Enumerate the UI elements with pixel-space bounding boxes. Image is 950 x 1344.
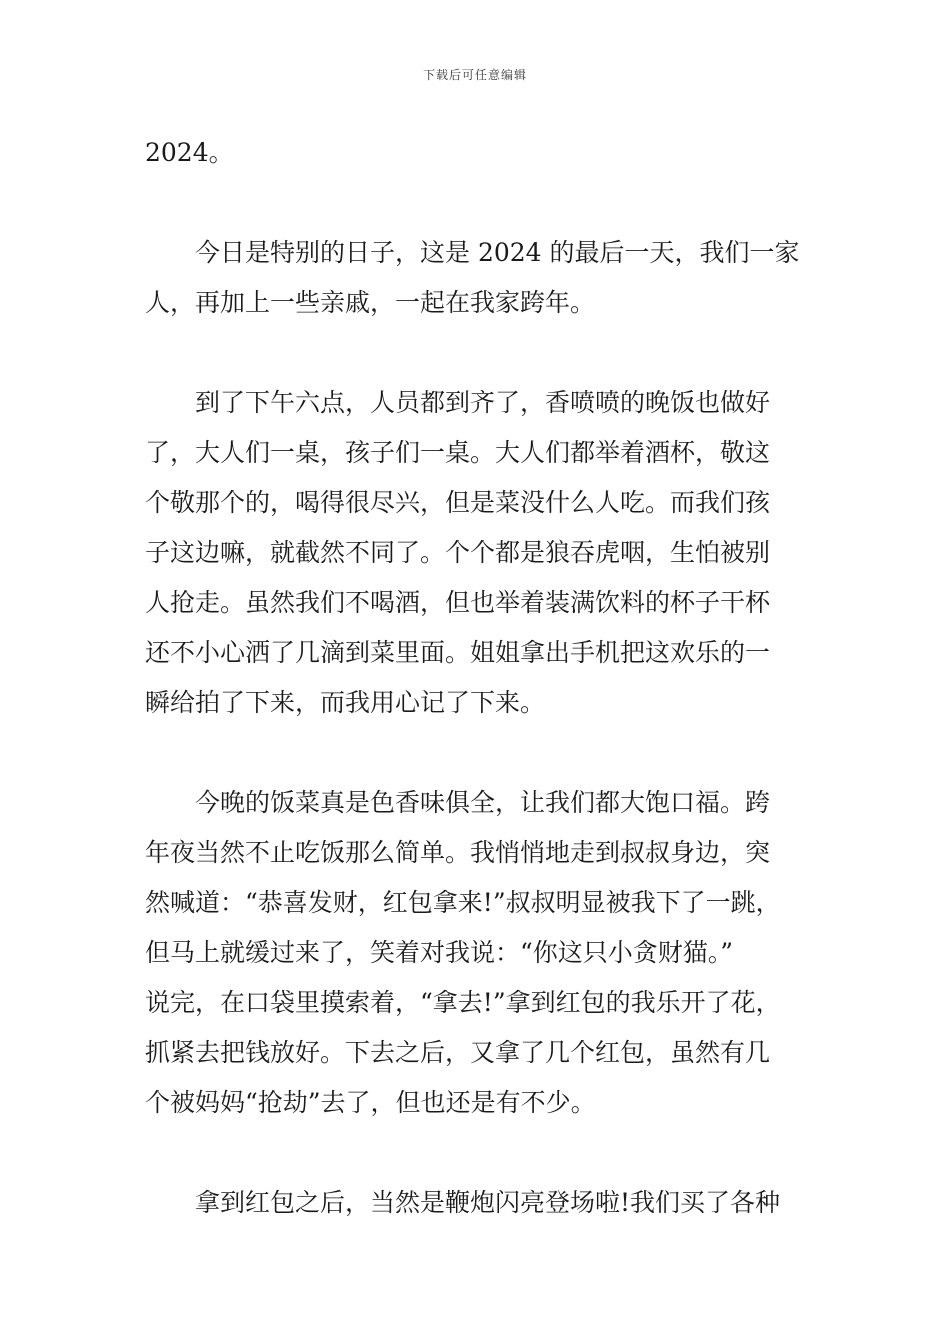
paragraph-gap — [145, 728, 810, 778]
text-line: 今晚的饭菜真是色香味俱全，让我们都大饱口福。跨 — [195, 788, 771, 817]
text-line: 拿到红包之后，当然是鞭炮闪亮登场啦!我们买了各种 — [195, 1188, 781, 1217]
paragraph-gap — [145, 328, 810, 378]
text-line: 个被妈妈“抢劫”去了，但也还是有不少。 — [145, 1088, 596, 1117]
paragraph-2 — [145, 378, 810, 728]
paragraph-4 — [145, 1178, 810, 1228]
paragraph-gap — [145, 1128, 810, 1178]
text-line: 人抢走。虽然我们不喝酒，但也举着装满饮料的杯子干杯 — [145, 588, 771, 617]
text-line: 了，大人们一桌，孩子们一桌。大人们都举着酒杯，敬这 — [145, 438, 771, 467]
text-line: 但马上就缓过来了，笑着对我说：“你这只小贪财猫。” — [145, 938, 734, 967]
document-body — [145, 128, 810, 1228]
text-line: 然喊道：“恭喜发财，红包拿来!”叔叔明显被我下了一跳， — [145, 888, 781, 917]
text-line: 年夜当然不止吃饭那么简单。我悄悄地走到叔叔身边，突 — [145, 838, 771, 867]
paragraph-1 — [145, 228, 810, 328]
text-line: 瞬给拍了下来，而我用心记了下来。 — [145, 688, 546, 717]
text-line: 说完，在口袋里摸索着，“拿去!”拿到红包的我乐开了花， — [145, 988, 781, 1017]
paragraph-gap — [145, 178, 810, 228]
page-header: 下载后可任意编辑 — [422, 68, 527, 82]
text-line: 还不小心洒了几滴到菜里面。姐姐拿出手机把这欢乐的一 — [145, 638, 771, 667]
text-line: 2024。 — [145, 138, 234, 167]
text-line: 子这边嘛，就截然不同了。个个都是狼吞虎咽，生怕被别 — [145, 538, 771, 567]
paragraph-0 — [145, 128, 810, 178]
text-line: 今日是特别的日子，这是 2024 的最后一天，我们一家 — [195, 238, 800, 267]
paragraph-3 — [145, 778, 810, 1128]
text-line: 个敬那个的，喝得很尽兴，但是菜没什么人吃。而我们孩 — [145, 488, 771, 517]
text-line: 抓紧去把钱放好。下去之后，又拿了几个红包，虽然有几 — [145, 1038, 771, 1067]
text-line: 到了下午六点，人员都到齐了，香喷喷的晚饭也做好 — [195, 388, 771, 417]
text-line: 人，再加上一些亲戚，一起在我家跨年。 — [145, 288, 596, 317]
